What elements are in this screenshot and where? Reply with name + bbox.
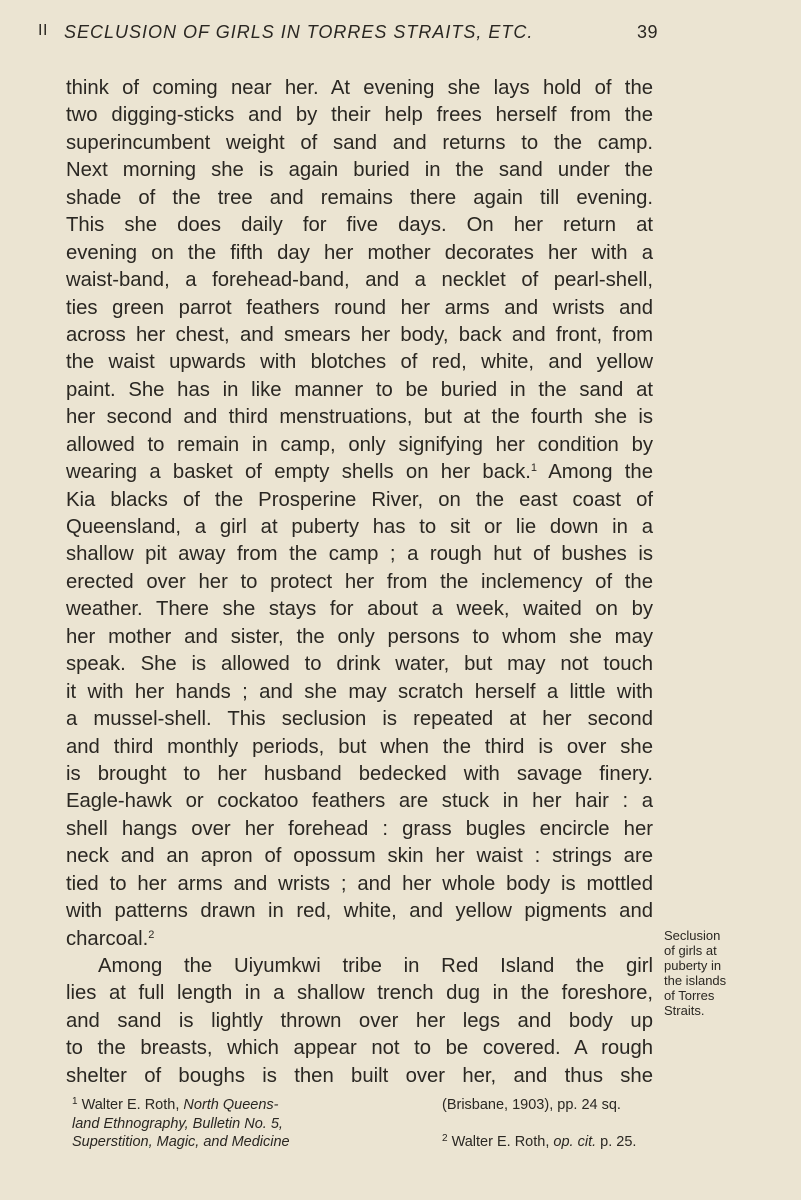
text-line: her second and third menstruations, but at the fourth she is — [66, 406, 653, 429]
chapter-number: II — [38, 22, 48, 39]
text-line: neck and an apron of opossum skin her waist : strings are — [66, 845, 653, 868]
text-line: weather. There she stays for about a week, waited on by — [66, 598, 653, 621]
margin-note — [664, 928, 764, 1018]
text-line: Kia blacks of the Prosperine River, on the east coast of — [66, 488, 653, 511]
margin-note-line: Seclusion — [664, 928, 721, 943]
text-line: think of coming near her. At evening she lays hold of the — [66, 77, 653, 99]
footnote-marker: 1 — [72, 1096, 78, 1107]
text-line: evening on the fifth day her mother decorates her with a — [66, 241, 653, 264]
text-line: across her chest, and smears her body, back and front, from — [66, 323, 653, 346]
text-line-head: charcoal. — [66, 927, 149, 950]
footnote-marker: 2 — [442, 1133, 448, 1144]
footnote-ref: 2 — [148, 928, 155, 941]
footnote-author: Walter E. Roth, — [81, 1097, 184, 1113]
text-line: the waist upwards with blotches of red, white, and yellow — [66, 351, 653, 374]
text-line: is brought to her husband bedecked with savage finery. — [66, 762, 653, 785]
text-line: shade of the tree and remains there again till evening. — [66, 186, 653, 209]
text-line: shelter of boughs is then built over her, and thus she — [66, 1064, 653, 1087]
margin-note-line: puberty in — [664, 958, 722, 973]
text-line: lies at full length in a shallow trench dug in the foreshore, — [66, 982, 653, 1005]
footnote-1 — [72, 1096, 422, 1152]
text-line-with-ref — [66, 926, 653, 953]
margin-note-line: the islands — [664, 973, 727, 988]
page-number: 39 — [636, 22, 658, 42]
footnote-1-continuation: (Brisbane, 1903), pp. 24 sq. — [442, 1097, 621, 1113]
text-line: This she does daily for five days. On her return at — [66, 214, 653, 237]
footnote-author: Walter E. Roth, — [451, 1134, 554, 1150]
text-line: a mussel-shell. This seclusion is repeated at her second — [66, 708, 653, 731]
footnote-spacer — [442, 1115, 742, 1134]
text-line: Eagle-hawk or cockatoo feathers are stuck in her hair : a — [66, 790, 653, 813]
text-line: Queensland, a girl at puberty has to sit or lie down in a — [66, 516, 653, 538]
text-line: erected over her to protect her from the inclemency of the — [66, 570, 653, 593]
text-line: with patterns drawn in red, white, and yellow pigments and — [66, 900, 653, 923]
text-line: allowed to remain in camp, only signifying her condition by — [66, 433, 653, 456]
text-line: ties green parrot feathers round her arms and wrists and — [66, 296, 653, 319]
text-line: shell hangs over her forehead : grass bugles encircle her — [66, 817, 653, 840]
footnote-column-right — [442, 1096, 742, 1152]
text-line: to the breasts, which appear not to be covered. A rough — [66, 1037, 653, 1060]
footnote-title: North Queens- — [183, 1097, 279, 1113]
text-line: Among the Uiyumkwi tribe in Red Island the girl — [98, 955, 653, 977]
text-line: speak. She is allowed to drink water, but may not touch — [66, 653, 653, 676]
footnote-line — [72, 1096, 422, 1115]
text-line: paint. She has in like manner to be buried in the sand at — [66, 378, 653, 401]
text-line: shallow pit away from the camp ; a rough hut of bushes is — [66, 543, 653, 566]
text-line-with-ref — [66, 459, 653, 486]
text-line: superincumbent weight of sand and returns to the camp. — [66, 131, 653, 154]
margin-note-line: of Torres — [664, 988, 715, 1003]
text-line: tied to her arms and wrists ; and her whole body is mottled — [66, 872, 653, 895]
main-text — [66, 75, 653, 1090]
margin-note-line: Straits. — [664, 1003, 705, 1018]
text-line-head: wearing a basket of empty shells on her back. — [66, 461, 531, 484]
text-line-tail: Among the — [537, 461, 653, 484]
footnote-line: Superstition, Magic, and Medicine — [72, 1134, 290, 1150]
footnote-2 — [442, 1133, 742, 1152]
footnote-page: p. 25. — [596, 1134, 637, 1150]
footnote-ref: 1 — [530, 462, 538, 475]
footnote-line: land Ethnography, Bulletin No. 5, — [72, 1115, 283, 1132]
text-line: and third monthly periods, but when the third is over she — [66, 735, 653, 758]
footnote-citation: op. cit. — [553, 1134, 597, 1150]
text-line: waist-band, a forehead-band, and a necklet of pearl-shell, — [66, 269, 653, 292]
running-title: SECLUSION OF GIRLS IN TORRES STRAITS, ETC. — [64, 22, 534, 42]
text-line: her mother and sister, the only persons to whom she may — [66, 625, 653, 648]
text-line: it with her hands ; and she may scratch herself a little with — [66, 680, 653, 703]
margin-note-line: of girls at — [664, 943, 717, 958]
text-line: Next morning she is again buried in the sand under the — [66, 159, 653, 182]
text-line: and sand is lightly thrown over her legs and body up — [66, 1009, 653, 1032]
text-line: two digging-sticks and by their help frees herself from the — [66, 104, 653, 127]
